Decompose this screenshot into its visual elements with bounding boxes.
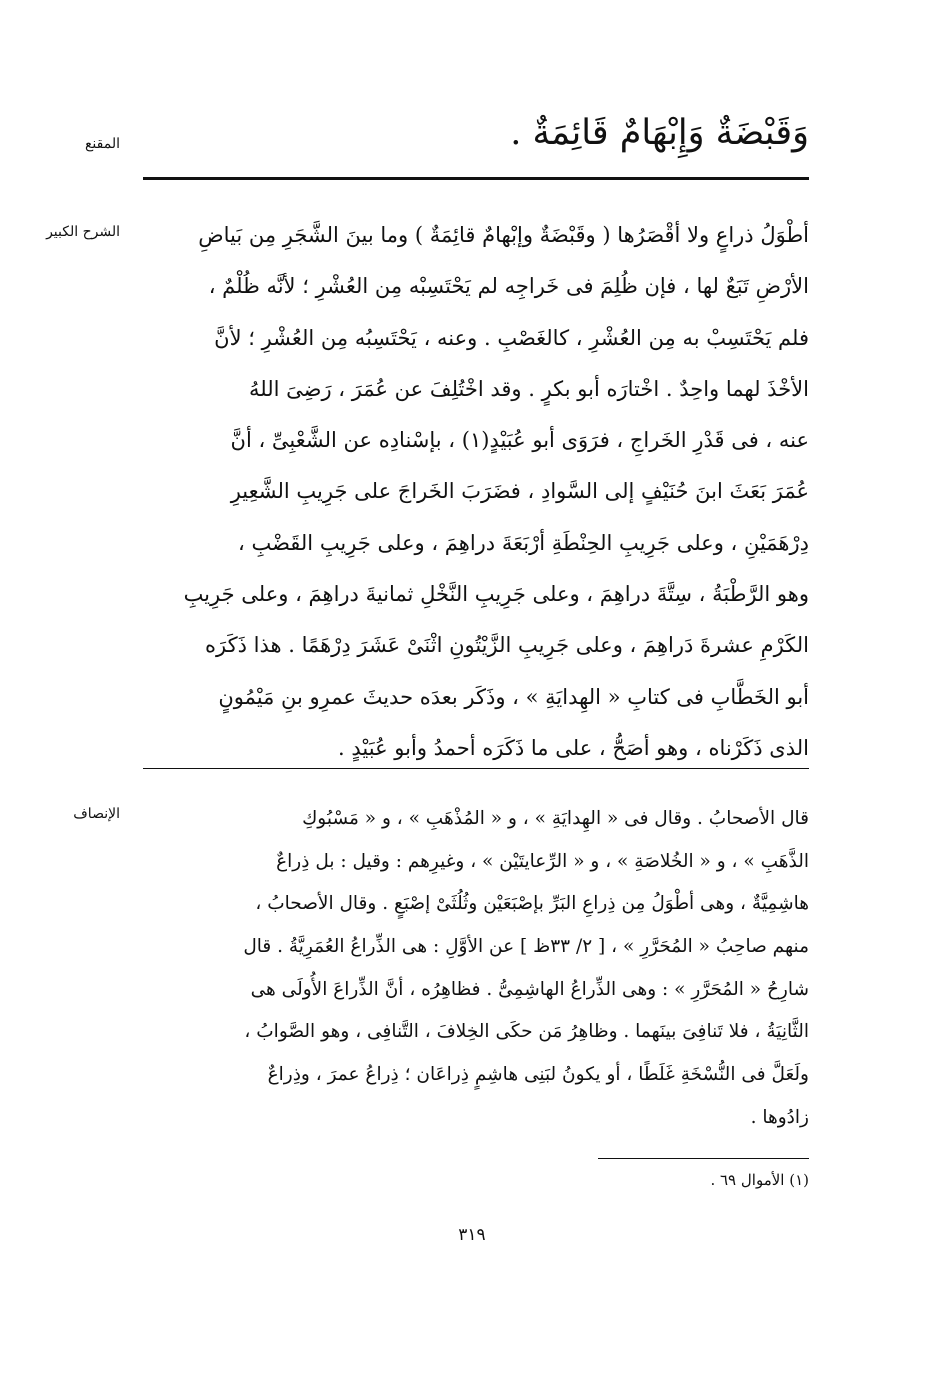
insaf-line: هاشِمِيَّةٌ ، وهى أطْوَلُ مِن ذِراعِ البَرِّ بإصْبَعَيْن وثُلُثَىْ إصْبَعٍ . وقال الأصحابُ ، (255, 893, 809, 915)
insaf-line: شارِحُ « المُحَرَّرِ » : وهى الذِّراعُ الهاشِمِىُّ . فظاهِرُه ، أنَّ الذِّراعَ الأُولَى هى (250, 978, 809, 1000)
insaf-text-block (143, 798, 809, 1140)
sharh-line: عُمَرَ بَعَثَ ابنَ حُنَيْفٍ إلى السَّوادِ ، فضَرَبَ الخَراجَ على جَرِيبِ الشَّعِيرِ (230, 479, 809, 504)
sharh-line: الأرْضِ تَبَعٌ لها ، فإن ظُلِمَ فى خَراجِه لم يَحْتَسِبْه مِن العُشْرِ ؛ لأنَّه ظُلْمٌ ، (208, 274, 809, 299)
section-divider (143, 768, 809, 769)
insaf-line: زادُوها . (750, 1106, 809, 1128)
sharh-line: الكَرْمِ عشرةَ دَراهِمَ ، وعلى جَرِيبِ الزَّيْتُونِ اثْنَىْ عَشَرَ دِرْهَمًا . هذا ذَكَرَه (205, 633, 809, 658)
insaf-line: قال الأصحابُ . وقال فى « الهِدايَةِ » ، و « المُذْهَبِ » ، و « مَسْبُوكِ (302, 808, 809, 829)
page-number: ٣١٩ (458, 1225, 486, 1245)
side-label-muqni: المقنع (84, 136, 120, 152)
sharh-line: الذى ذَكَرْناه ، وهو أصَحُّ ، على ما ذَكَرَه أحمدُ وأبو عُبَيْدٍ . (338, 735, 809, 760)
sharh-line: الأخْذَ لهما واحِدٌ . اخْتارَه أبو بكرٍ . وقد اخْتُلِفَ عن عُمَرَ ، رَضِىَ اللهُ (249, 376, 809, 401)
header-divider (143, 177, 809, 180)
insaf-line: منهم صاحِبُ « المُحَرَّرِ » ، [ ٢/ ٣٣ظ ] عن الأوَّلِ : هى الذِّراعُ العُمَرِيَّةُ . قال (243, 936, 809, 958)
sharh-line: فلم يَحْتَسِبْ به مِن العُشْرِ ، كالغَصْبِ . وعنه ، يَحْتَسِبُه مِن العُشْرِ ؛ لأنَّ (214, 325, 809, 350)
footnote: (١) الأموال ٦٩ . (710, 1171, 809, 1189)
sharh-line: وهو الرَّطْبَةُ ، سِتَّةَ دراهِمَ ، وعلى جَرِيبِ النَّخْلِ ثمانيةَ دراهِمَ ، وعلى جَرِيبِ (183, 582, 809, 607)
sharh-text-block (143, 210, 809, 774)
sharh-line: أطْوَلُ ذراعٍ ولا أقْصَرُها ( وقَبْضَةٌ وإبْهامٌ قائِمَةٌ ) وما بينَ الشَّجَرِ مِن بَياضِ (198, 223, 809, 247)
sharh-line: أبو الخَطَّابِ فى كتابِ « الهِدايَةِ » ، وذَكَر بعدَه حديثَ عمرِو بنِ مَيْمُونٍ (218, 684, 809, 709)
side-label-insaf: الإنصاف (73, 806, 120, 822)
sharh-line: دِرْهَمَيْنِ ، وعلى جَرِيبِ الحِنْطَةِ أرْبَعَةَ دراهِمَ ، وعلى جَرِيبِ القَضْبِ ، (238, 530, 809, 555)
insaf-line: ولَعَلَّ فى النُّسْخَةِ غَلَطًا ، أو يكونُ لبَنِى هاشِمٍ ذِراعَان ؛ ذِراعُ عمرَ ، وذِراعٌ (267, 1064, 809, 1086)
insaf-line: الذَّهَبِ » ، و « الخُلاصَةِ » ، و « الرِّعايتَيْن » ، وغيرِهم : وقيل : بل ذِراعٌ (276, 850, 809, 872)
insaf-line: الثَّانِيَةُ ، فلا تَنافِىَ بينَهما . وظاهِرُ مَن حكَى الخِلافَ ، التَّنافِى ، وهو الصَّوابُ ، (244, 1021, 809, 1043)
sharh-line: عنه ، فى قَدْرِ الخَراجِ ، فرَوَى أبو عُبَيْدٍ(١) ، بإسْنادِه عن الشَّعْبِىِّ ، أنَّ (230, 428, 809, 453)
footnote-divider (598, 1158, 809, 1159)
side-label-sharh: الشرح الكبير (46, 224, 120, 240)
matn-header-line: وَقَبْضَةٌ وَإِبْهَامٌ قَائِمَةٌ . (510, 113, 809, 153)
